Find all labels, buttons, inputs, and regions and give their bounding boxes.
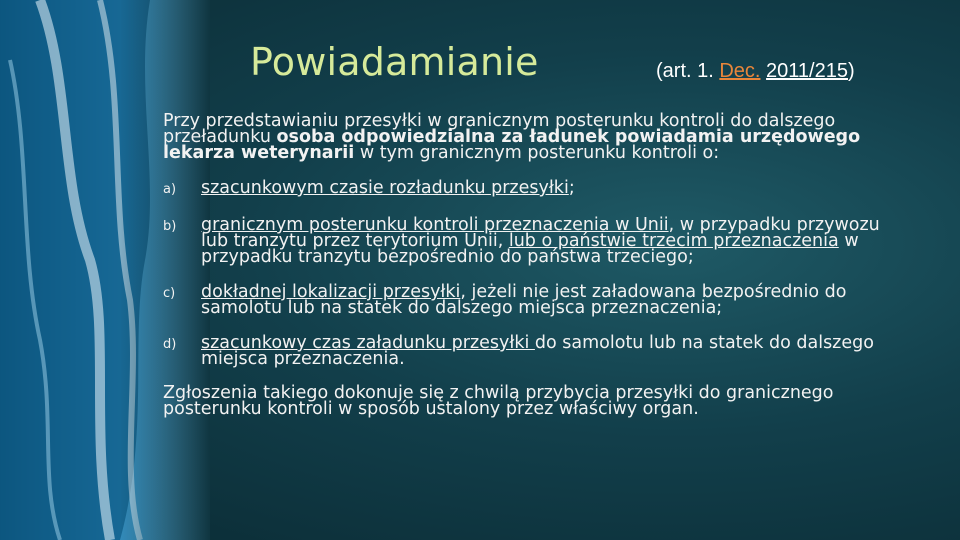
list-item-text (201, 180, 883, 198)
list-item-text (201, 335, 883, 367)
reference-close: ) (847, 60, 855, 82)
plain-text-2: w przypadku tranzytu bezpośrednio do państwa trzeciego; (201, 231, 859, 267)
reference-open: (art. 1. (656, 60, 720, 82)
list-item-b (163, 217, 883, 265)
plain-text: do samolotu lub na statek do dalszego miejsca przeznaczenia. (201, 333, 874, 369)
list-marker: a) (163, 182, 177, 197)
plain-text: , w przypadku przywozu lub tranzytu przez terytorium Unii, (201, 215, 880, 251)
plain-text: , jeżeli nie jest załadowana bezpośrednio do samolotu lub na statek do dalszego miejsca przeznaczenia; (201, 282, 847, 318)
plain-text: ; (568, 178, 575, 198)
slide-body (163, 113, 883, 417)
list-marker: d) (163, 337, 177, 352)
legal-reference (656, 60, 855, 83)
underlined-text: granicznym posterunku kontroli przeznaczenia w Unii (201, 215, 669, 235)
list-marker: c) (163, 286, 176, 301)
list-marker: b) (163, 219, 177, 234)
decision-number-link[interactable]: 2011/215 (766, 60, 848, 82)
underlined-text: dokładnej lokalizacji przesyłki (201, 282, 461, 302)
slide-title: Powiadamianie (250, 40, 539, 84)
underlined-text: szacunkowym czasie rozładunku przesyłki (201, 178, 569, 198)
underlined-text-2: lub o państwie trzecim przeznaczenia (508, 231, 839, 251)
decision-link[interactable]: Dec. (719, 60, 761, 82)
intro-text-2: w tym granicznym posterunku kontroli o: (354, 143, 720, 163)
closing-paragraph: Zgłoszenia takiego dokonuje się z chwilą przybycia przesyłki do granicznego posterunku kontroli w sposób ustalony przez właściwy organ. (163, 383, 834, 419)
list-item-text (201, 217, 883, 265)
intro-bold-text: osoba odpowiedzialna za ładunek powiadamia urzędowego lekarza weterynarii (163, 127, 861, 163)
intro-paragraph (163, 113, 883, 161)
list-item-a (163, 180, 883, 198)
list-item-d (163, 335, 883, 367)
list-item-c (163, 284, 883, 316)
underlined-text: szacunkowy czas załadunku przesyłki (201, 333, 535, 353)
list-item-text (201, 284, 883, 316)
intro-text-1: Przy przedstawianiu przesyłki w granicznym posterunku kontroli do dalszego przeładunku (163, 111, 836, 147)
